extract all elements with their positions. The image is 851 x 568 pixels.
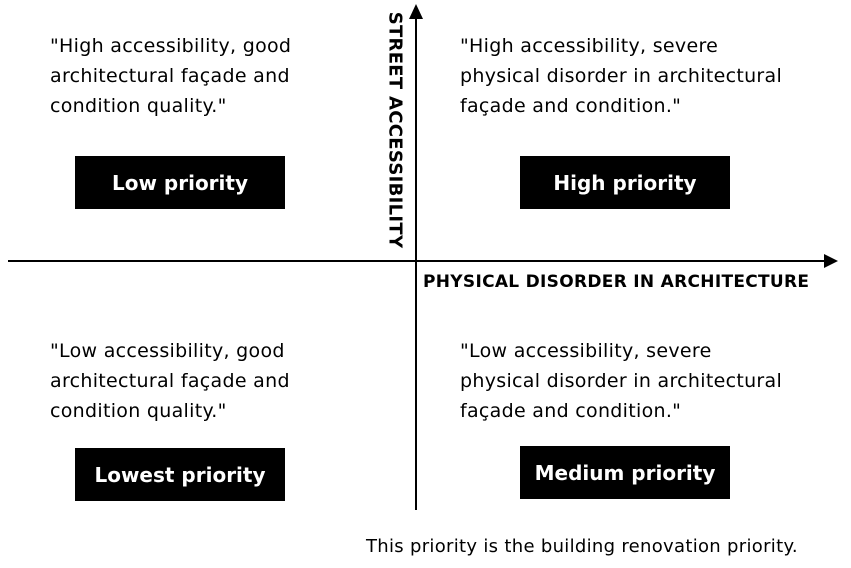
description-line: "High accessibility, severe (460, 35, 719, 57)
description-line: physical disorder in architectural (460, 370, 783, 392)
description-line: "Low accessibility, good (50, 340, 285, 362)
quadrant-top-left-description (50, 31, 291, 121)
priority-badge-low: Low priority (75, 156, 285, 209)
y-axis-label: STREET ACCESSIBILITY (384, 11, 406, 249)
priority-badge-medium: Medium priority (520, 446, 730, 499)
description-line: condition quality." (50, 400, 227, 422)
description-line: façade and condition." (460, 95, 682, 117)
y-axis-arrowhead (409, 4, 423, 19)
x-axis-arrowhead (824, 254, 838, 268)
footnote: This priority is the building renovation priority. (366, 536, 798, 557)
description-line: condition quality." (50, 95, 227, 117)
x-axis-label: PHYSICAL DISORDER IN ARCHITECTURE (423, 272, 810, 292)
quadrant-bottom-right-description (460, 336, 782, 426)
description-line: façade and condition." (460, 400, 682, 422)
description-line: "High accessibility, good (50, 35, 292, 57)
quadrant-bottom-left-description (50, 336, 290, 426)
priority-badge-lowest: Lowest priority (75, 448, 285, 501)
description-line: "Low accessibility, severe (460, 340, 712, 362)
description-line: architectural façade and (50, 65, 290, 87)
description-line: architectural façade and (50, 370, 290, 392)
quadrant-top-right-description (460, 31, 782, 121)
priority-badge-high: High priority (520, 156, 730, 209)
description-line: physical disorder in architectural (460, 65, 783, 87)
